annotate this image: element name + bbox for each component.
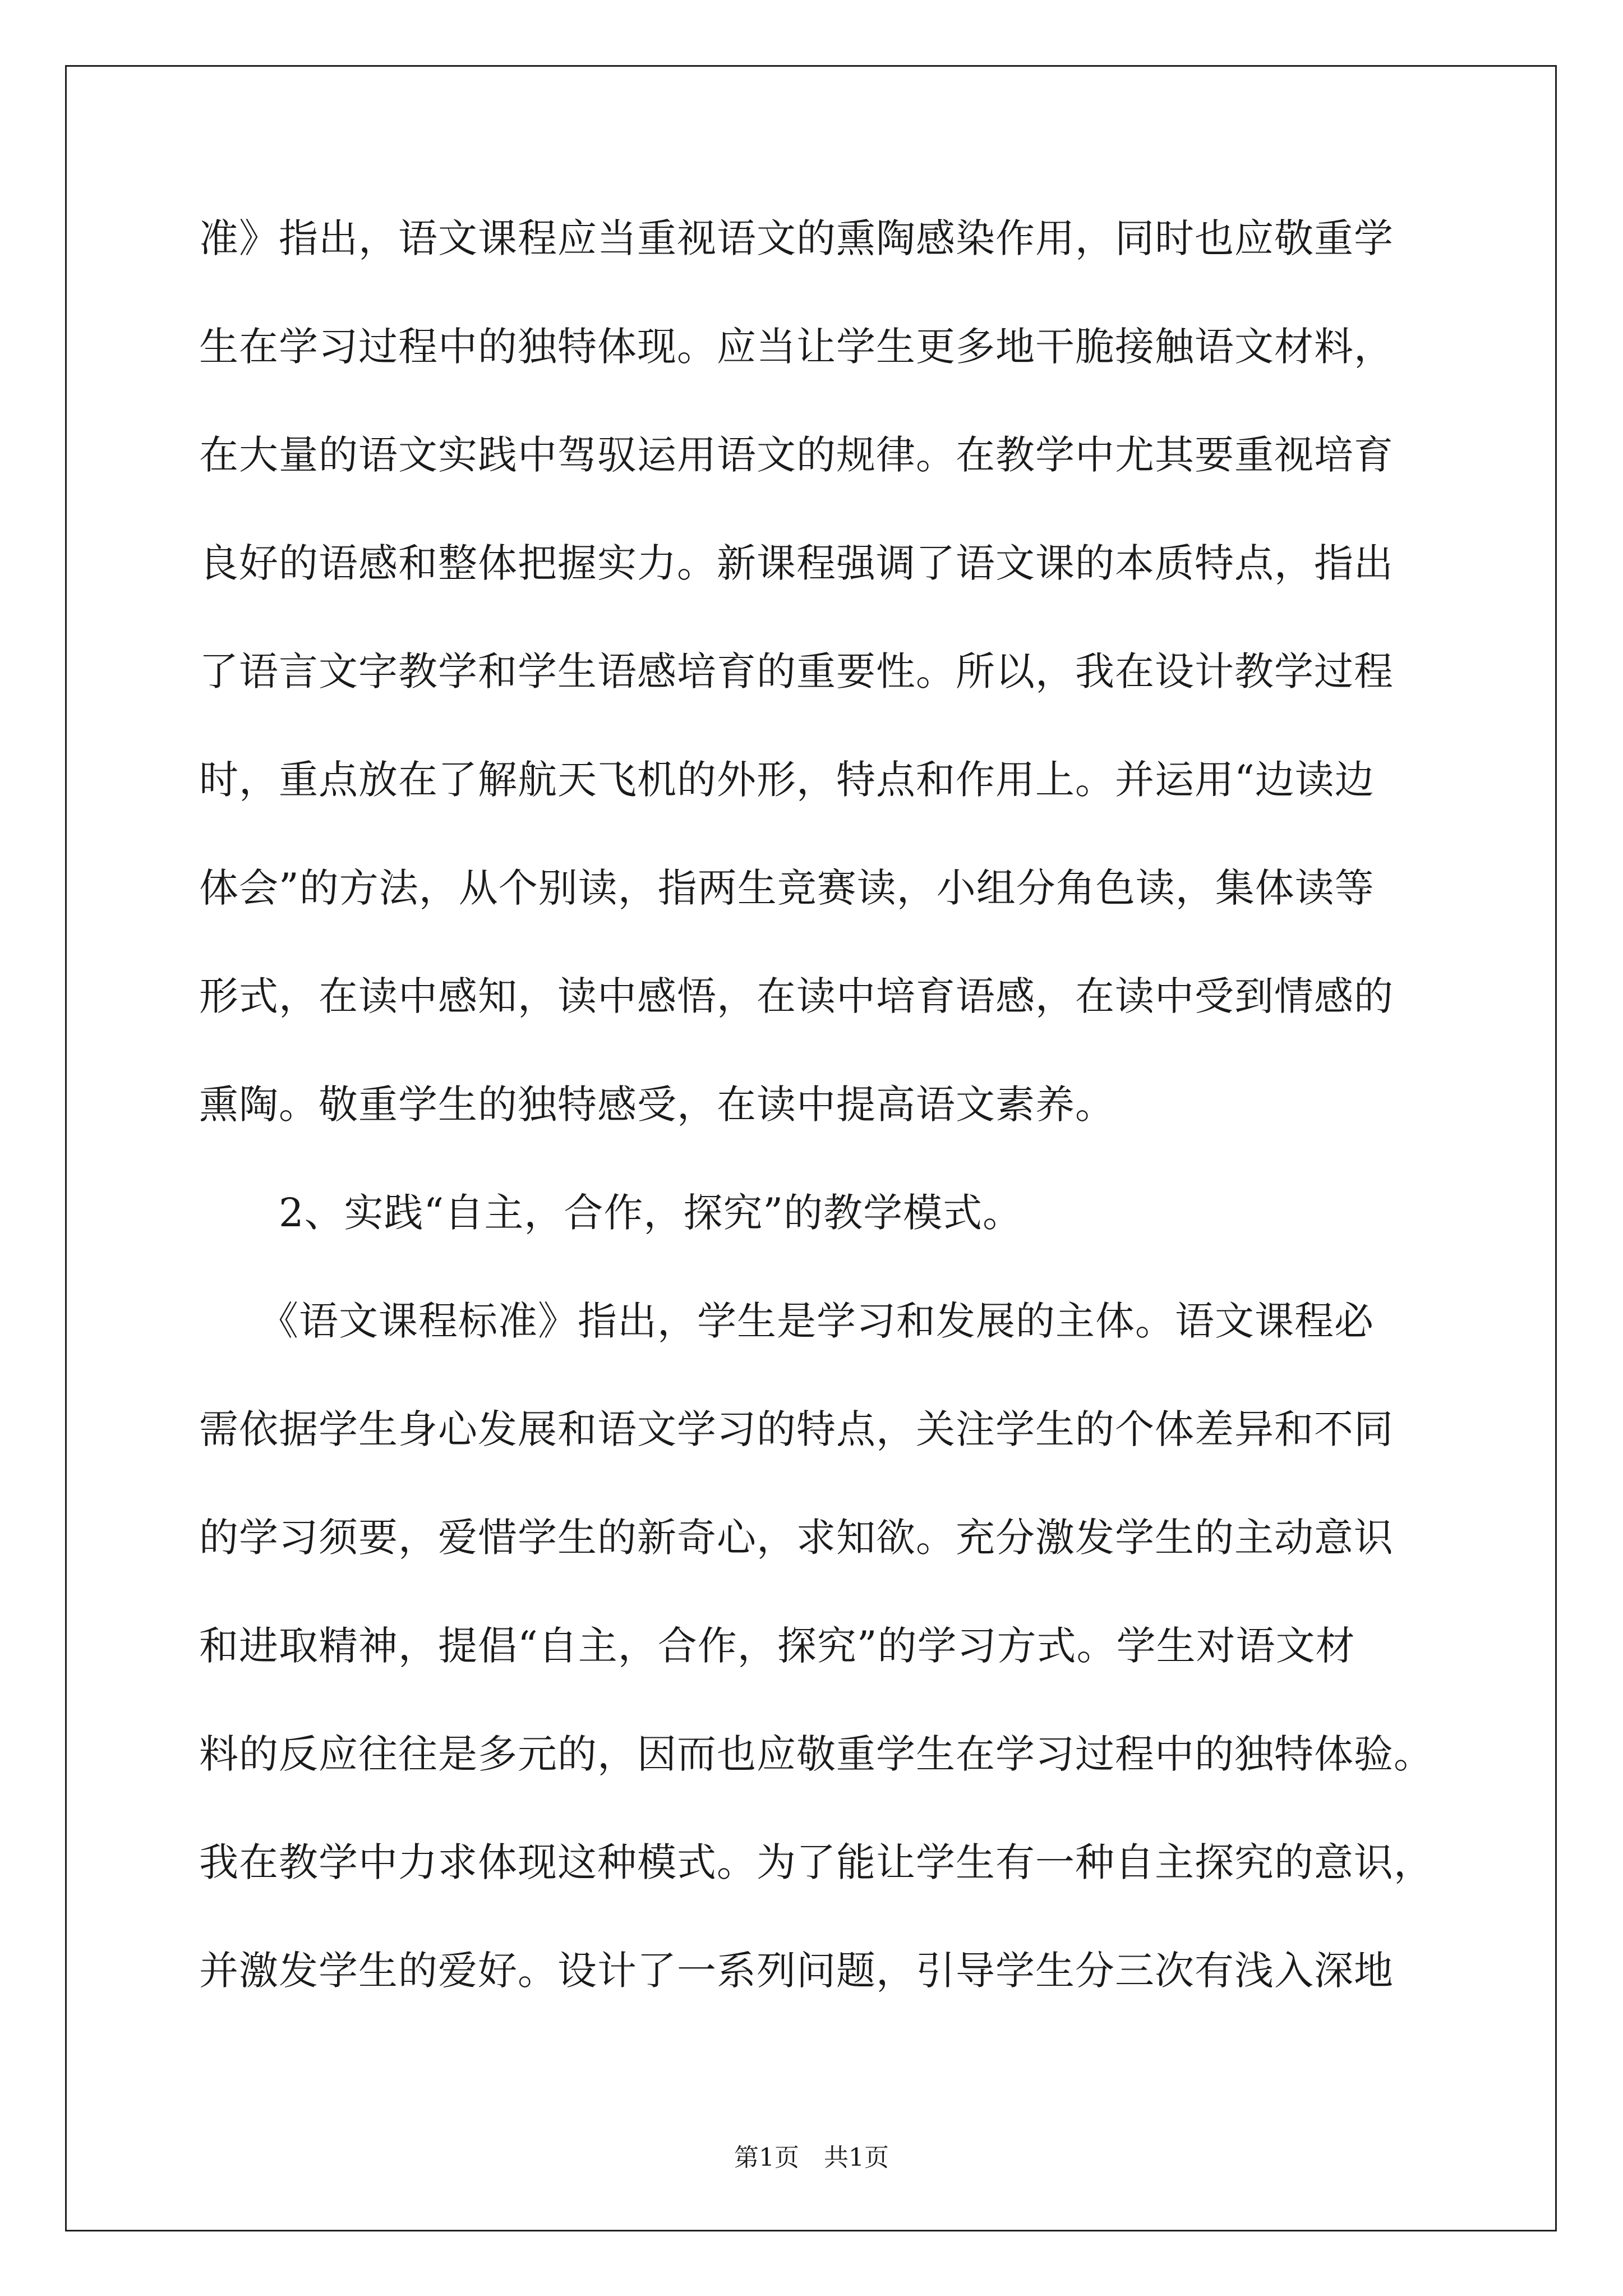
text-line: 准》指出，语文课程应当重视语文的熏陶感染作用，同时也应敬重学 [199,215,1394,261]
text-line: 形式，在读中感知，读中感悟，在读中培育语感，在读中受到情感的 [199,973,1394,1019]
text-line: 并激发学生的爱好。设计了一系列问题，引导学生分三次有浅入深地 [199,1948,1394,1994]
text-line: 料的反应往往是多元的，因而也应敬重学生在学习过程中的独特体验。 [199,1731,1433,1777]
text-line: 熏陶。敬重学生的独特感受，在读中提高语文素养。 [199,1082,1115,1128]
text-line: 了语言文字教学和学生语感培育的重要性。所以，我在设计教学过程 [199,648,1394,694]
section-heading: 2、实践“自主，合作，探究”的教学模式。 [199,1190,1023,1236]
page-number-footer: 第1页 共1页 [734,2143,889,2172]
text-line: 良好的语感和整体把握实力。新课程强调了语文课的本质特点，指出 [199,540,1394,586]
text-line: 《语文课程标准》指出，学生是学习和发展的主体。语文课程必 [199,1298,1374,1344]
text-line: 在大量的语文实践中驾驭运用语文的规律。在教学中尤其要重视培育 [199,432,1394,478]
text-line: 我在教学中力求体现这种模式。为了能让学生有一种自主探究的意识， [199,1839,1433,1885]
text-line: 的学习须要，爱惜学生的新奇心，求知欲。充分激发学生的主动意识 [199,1515,1394,1561]
text-line: 和进取精神，提倡“自主，合作，探究”的学习方式。学生对语文材 [199,1623,1355,1669]
text-line: 时，重点放在了解航天飞机的外形，特点和作用上。并运用“边读边 [199,757,1375,803]
document-body [199,213,1433,2054]
text-line: 生在学习过程中的独特体现。应当让学生更多地干脆接触语文材料， [199,324,1394,370]
text-line: 体会”的方法，从个别读，指两生竞赛读，小组分角色读，集体读等 [199,865,1375,911]
text-line: 需依据学生身心发展和语文学习的特点，关注学生的个体差异和不同 [199,1406,1394,1452]
